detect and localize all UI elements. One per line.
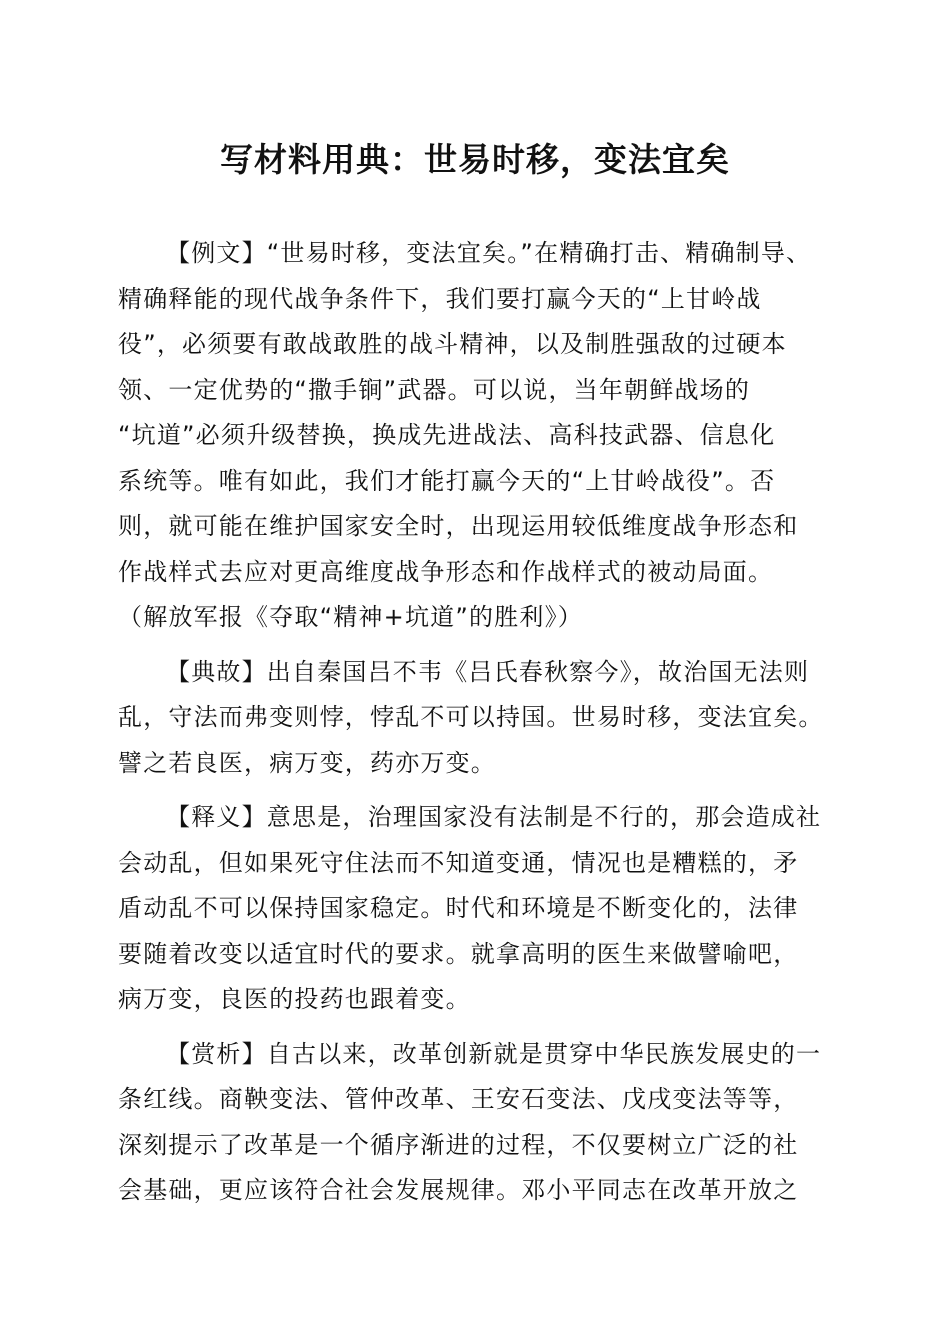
paragraph-line: 病万变，良医的投药也跟着变。 [118, 985, 471, 1013]
paragraph-line: “坑道”必须升级替换，换成先进战法、高科技武器、信息化 [118, 421, 776, 449]
paragraph-line: 条红线。商鞅变法、管仲改革、王安石变法、戊戌变法等等， [118, 1085, 799, 1113]
paragraph-line: 要随着改变以适宜时代的要求。就拿高明的医生来做譬喻吧， [118, 939, 799, 968]
paragraph-line: 乱，守法而弗变则悖，悖乱不可以持国。世易时移，变法宜矣。 [118, 703, 824, 731]
paragraph-line: 作战样式去应对更高维度战争形态和作战样式的被动局面。 [118, 557, 774, 586]
paragraph-line: 譬之若良医，病万变，药亦万变。 [118, 748, 496, 777]
document-title: 写材料用典：世易时移，变法宜矣 [220, 140, 730, 179]
paragraph-line: 则，就可能在维护国家安全时，出现运用较低维度战争形态和 [118, 512, 799, 540]
paragraph-appreciation [118, 1032, 838, 1214]
paragraph-line: 【典故】出自秦国吕不韦《吕氏春秋察今》，故治国无法则 [166, 657, 810, 686]
paragraph-explanation [118, 795, 838, 1023]
paragraph-line: 深刻提示了改革是一个循序渐进的过程，不仅要树立广泛的社 [118, 1130, 799, 1159]
paragraph-line: 精确释能的现代战争条件下，我们要打赢今天的“上甘岭战 [118, 284, 762, 313]
source-citation: （解放军报《夺取“精神+坑道”的胜利》） [118, 603, 583, 631]
paragraph-line: 系统等。唯有如此，我们才能打赢今天的“上甘岭战役”。否 [118, 466, 776, 495]
document-body [118, 231, 838, 1223]
paragraph-allusion [118, 650, 838, 787]
paragraph-line: 会基础，更应该符合社会发展规律。邓小平同志在改革开放之 [118, 1176, 799, 1204]
paragraph-line: 役”，必须要有敢战敢胜的战斗精神，以及制胜强敌的过硬本 [118, 330, 787, 358]
paragraph-line: 【释义】意思是，治理国家没有法制是不行的，那会造成社 [166, 803, 822, 831]
paragraph-line: 盾动乱不可以保持国家稳定。时代和环境是不断变化的，法律 [118, 894, 799, 922]
paragraph-example [118, 231, 838, 641]
paragraph-line: 【赏析】自古以来，改革创新就是贯穿中华民族发展史的一 [166, 1039, 822, 1068]
paragraph-line: 会动乱，但如果死守住法而不知道变通，情况也是糟糕的，矛 [118, 848, 799, 877]
paragraph-line: 领、一定优势的“撒手锏”武器。可以说，当年朝鲜战场的 [118, 375, 751, 404]
paragraph-line: 【例文】“世易时移，变法宜矣。”在精确打击、精确制导、 [166, 239, 812, 267]
